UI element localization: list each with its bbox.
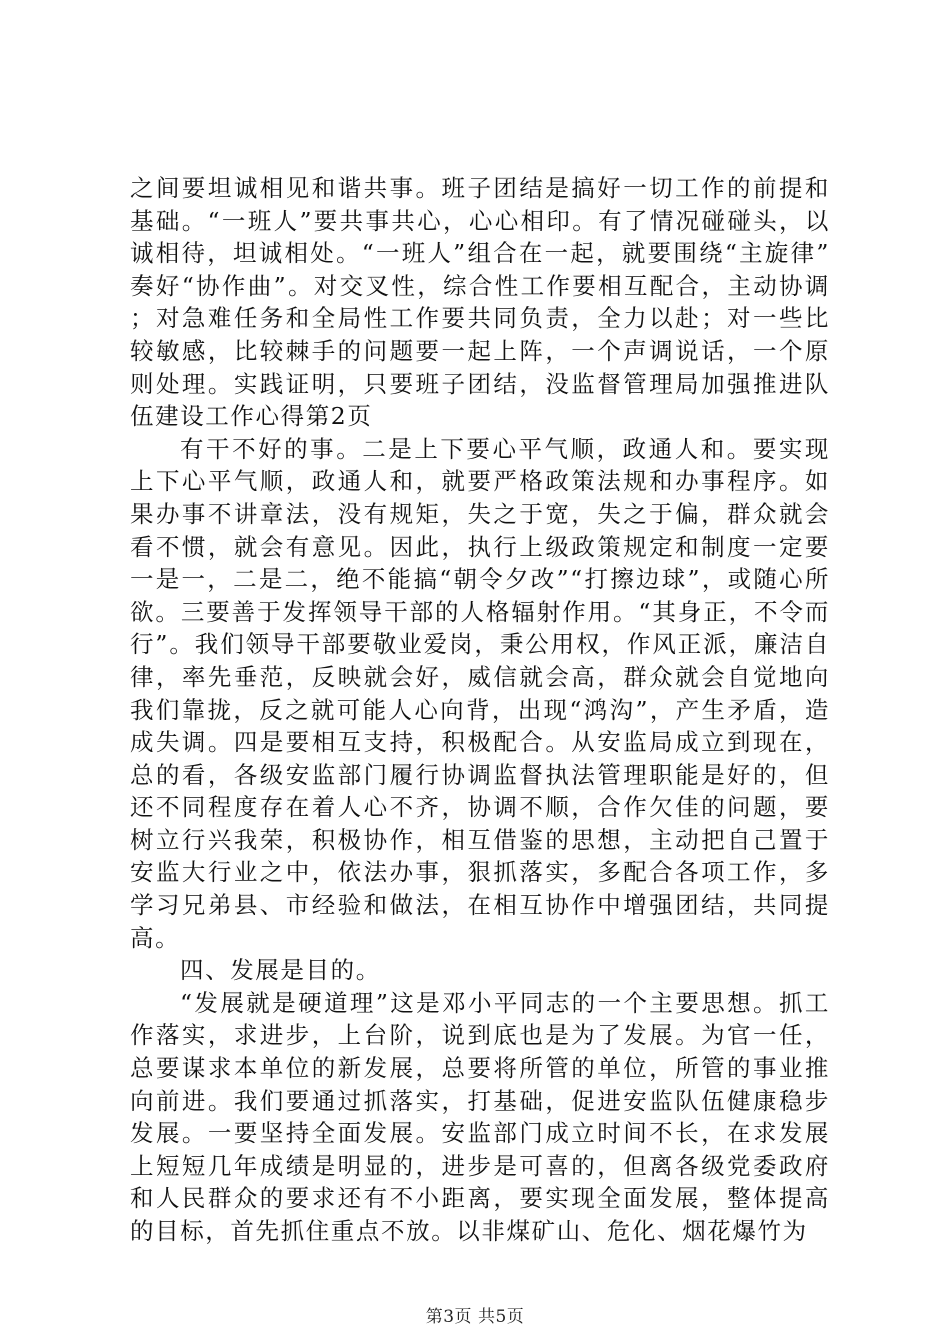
section-heading-4: 四、发展是目的。	[180, 956, 381, 985]
page-footer: 第3页 共5页	[425, 1307, 525, 1327]
document-body	[130, 172, 830, 1248]
paragraph-3: “发展就是硬道理”这是邓小平同志的一个主要思想。抓工作落实，求进步，上台阶，说到底也是为了发展。为官一任，总要谋求本单位的新发展，总要将所管的单位，所管的事业推向前进。我们要通过抓落实，打基础，促进安监队伍健康稳步发展。一要坚持全面发展。安监部门成立时间不长，在求发展上短短几年成绩是明显的，进步是可喜的，但离各级党委政府和人民群众的要求还有不小距离，要实现全面发展，整体提高的目标，首先抓住重点不放。以非煤矿山、危化、烟花爆竹为	[130, 988, 830, 1245]
paragraph-1: 之间要坦诚相见和谐共事。班子团结是搞好一切工作的前提和基础。“一班人”要共事共心，心心相印。有了情况碰碰头，以诚相待，坦诚相处。“一班人”组合在一起，就要围绕“主旋律”奏好“协作曲”。对交叉性，综合性工作要相互配合，主动协调；对急难任务和全局性工作要共同负责，全力以赴；对一些比较敏感，比较棘手的问题要一起上阵，一个声调说话，一个原则处理。实践证明，只要班子团结，没监督管理局加强推进队伍建设工作心得第2页	[130, 174, 830, 431]
paragraph-2: 有干不好的事。二是上下要心平气顺，政通人和。要实现上下心平气顺，政通人和，就要严格政策法规和办事程序。如果办事不讲章法，没有规矩，失之于宽，失之于偏，群众就会看不惯，就会有意见。因此，执行上级政策规定和制度一定要一是一，二是二，绝不能搞“朝令夕改”“打擦边球”，或随心所欲。三要善于发挥领导干部的人格辐射作用。“其身正，不令而行”。我们领导干部要敬业爱岗，秉公用权，作风正派，廉洁自律，率先垂范，反映就会好，威信就会高，群众就会自觉地向我们靠拢，反之就可能人心向背，出现“鸿沟”，产生矛盾，造成失调。四是要相互支持，积极配合。从安监局成立到现在，总的看，各级安监部门履行协调监督执法管理职能是好的，但还不同程度存在着人心不齐，协调不顺，合作欠佳的问题，要树立行兴我荣，积极协作，相互借鉴的思想，主动把自己置于安监大行业之中，依法办事，狠抓落实，多配合各项工作，多学习兄弟县、市经验和做法，在相互协作中增强团结，共同提高。	[130, 434, 830, 952]
